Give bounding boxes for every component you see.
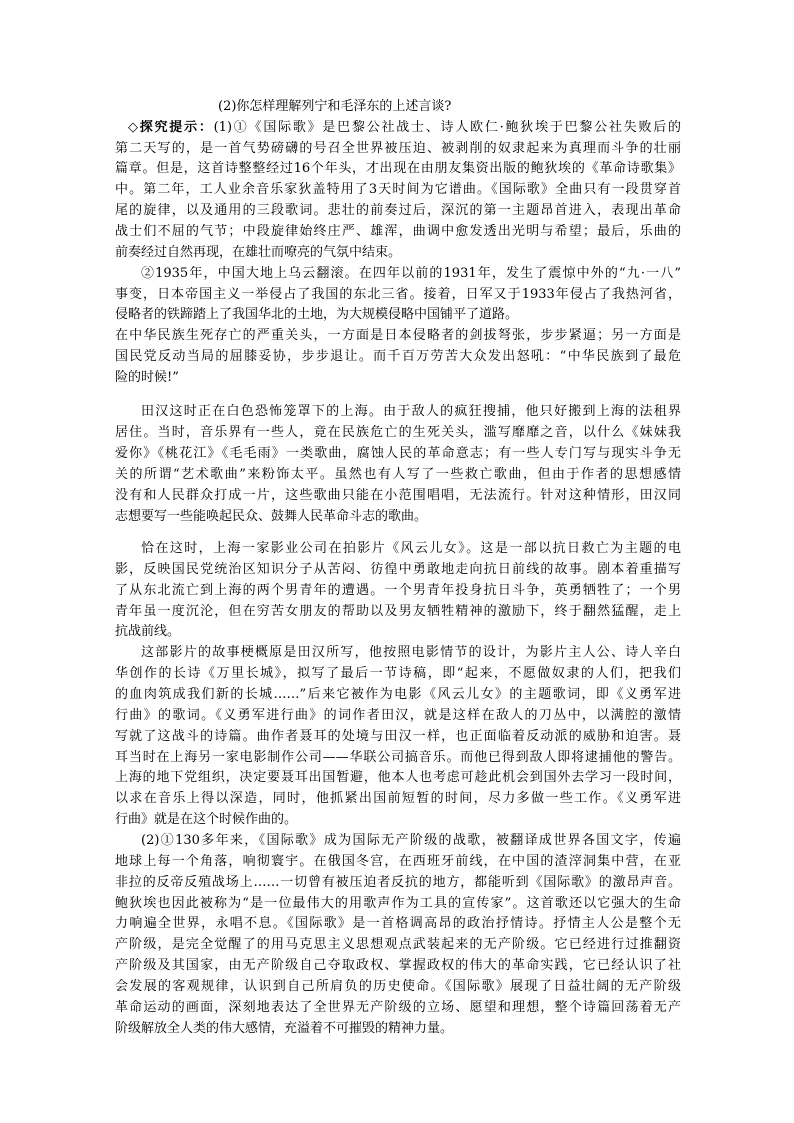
text-line: 前奏经过自然再现，在雄壮而嘹亮的气氛中结束。 — [115, 245, 402, 260]
text-line: 这部影片的故事梗概原是田汉所写，他按照电影情节的设计，为影片主人公、诗人辛白 — [141, 645, 681, 660]
text-line: 行曲》的歌词。《义勇军进行曲》的词作者田汉，就是这样在敌人的刀丛中，以满腔的激情 — [115, 708, 681, 723]
text-line: 革命运动的画面，深刻地表达了全世界无产阶级的立场、愿望和理想，整个诗篇回荡着无产 — [115, 1000, 681, 1015]
text-line: 了从东北流亡到上海的两个男青年的遭遇。一个男青年投身抗日斗争，英勇牺牲了；一个男 — [115, 583, 681, 598]
text-line: 居住。当时，音乐界有一些人，竟在民族危亡的生死关头，滥写靡靡之音，以什么《妹妹我 — [115, 425, 681, 440]
text-line: (2)①130多年来，《国际歌》成为国际无产阶级的战歌，被翻译成世界各国文字，传遍 — [141, 833, 681, 848]
text-line: 会发展的客观规律，认识到自己所肩负的历史使命。《国际歌》展现了日益壮阔的无产阶级 — [115, 979, 681, 994]
text-line: 写就了这战斗的诗篇。曲作者聂耳的处境与田汉一样，也正面临着反动派的威胁和迫害。聂 — [115, 729, 681, 744]
text-line: 产阶级，是完全觉醒了的用马克思主义思想观点武装起来的无产阶级。它已经进行过推翻资 — [115, 937, 681, 952]
text-line: 华创作的长诗《万里长城》，拟写了最后一节诗稿，即“起来，不愿做奴隶的人们，把我们 — [115, 666, 681, 681]
text-line: 非拉的反帝反殖战场上……一切曾有被压迫者反抗的地方，都能听到《国际歌》的激昂声音。 — [115, 875, 681, 890]
text-line: 中。第二年，工人业余音乐家狄盖特用了3天时间为它谱曲。《国际歌》全曲只有一段贯穿首 — [115, 182, 681, 197]
text-line: 战士们不屈的气节；中段旋律始终庄严、雄浑，曲调中愈发透出光明与希望；最后，乐曲的 — [115, 224, 681, 239]
text-line: (1)①《国际歌》是巴黎公社战士、诗人欧仁·鲍狄埃于巴黎公社失败后的 — [213, 120, 681, 135]
text-line: 行曲》就是在这个时候作曲的。 — [115, 812, 298, 827]
text-line: 恰在这时，上海一家影业公司在拍影片《风云儿女》。这是一部以抗日救亡为主题的电 — [141, 541, 681, 556]
text-line: 耳当时在上海另一家电影制作公司——华联公司搞音乐。而他已得到敌人即将逮捕他的警告。 — [115, 750, 681, 765]
text-line: 产阶级及其国家，由无产阶级自己夺取政权、掌握政权的伟大的革命实践，它已经认识了社 — [115, 958, 681, 973]
text-line: ②1935年，中国大地上乌云翻滚。在四年以前的1931年，发生了震惊中外的“九·一八” — [141, 266, 681, 281]
text-line: 尾的旋律，以及通用的三段歌词。悲壮的前奏过后，深沉的第一主题昂首进入，表现出革命 — [115, 203, 681, 218]
text-line: 鲍狄埃也因此被称为“是一位最伟大的用歌声作为工具的宣传家”。这首歌还以它强大的生命 — [115, 896, 681, 911]
text-line: 在中华民族生死存亡的严重关头，一方面是日本侵略者的剑拔弩张，步步紧逼；另一方面是 — [115, 328, 681, 343]
text-line: 地球上每一个角落，响彻寰宇。在俄国冬宫，在西班牙前线，在中国的渣滓洞集中营，在亚 — [115, 854, 681, 869]
hint-line — [128, 120, 681, 136]
text-line: 志想要写一些能唤起民众、鼓舞人民革命斗志的歌曲。 — [115, 509, 428, 524]
text-line: 险的时候!” — [115, 370, 179, 385]
text-line: 以求在音乐上得以深造，同时，他抓紧出国前短暂的时间，尽力多做一些工作。《义勇军进 — [115, 791, 681, 806]
text-line: 国民党反动当局的屈膝妥协，步步退让。而千百万劳苦大众发出怒吼：“中华民族到了最危 — [115, 349, 681, 364]
text-line: 篇章。但是，这首诗整整经过16个年头，才出现在由朋友集资出版的鲍狄埃的《革命诗歌集》 — [115, 161, 681, 176]
text-line: 事变，日本帝国主义一举侵占了我国的东北三省。接着，日军又于1933年侵占了我热河省， — [115, 287, 681, 302]
hint-label: ◇探究提示： — [128, 120, 214, 135]
text-line: 阶级解放全人类的伟大感情，充溢着不可摧毁的精神力量。 — [115, 1021, 454, 1036]
text-line: 第二天写的，是一首气势磅礴的号召全世界被压迫、被剥削的奴隶起来为真理而斗争的壮丽 — [115, 141, 681, 156]
text-line: 抗战前线。 — [115, 624, 181, 639]
text-line: 田汉这时正在白色恐怖笼罩下的上海。由于敌人的疯狂搜捕，他只好搬到上海的法租界 — [141, 404, 681, 419]
text-line: 爱你》《桃花江》《毛毛雨》一类歌曲，腐蚀人民的革命意志；有一些人专门写与现实斗争无 — [115, 446, 681, 461]
text-line: 青年虽一度沉沦，但在穷苦女朋友的帮助以及男友牺牲精神的激励下，终于翻然猛醒，走上 — [115, 604, 681, 619]
text-line: 的血肉筑成我们新的长城……”后来它被作为电影《风云儿女》的主题歌词，即《义勇军进 — [115, 687, 681, 702]
text-line: 没有和人民群众打成一片，这些歌曲只能在小范围唱唱，无法流行。针对这种情形，田汉同 — [115, 488, 681, 503]
text-line: 侵略者的铁蹄踏上了我国华北的土地，为大规模侵略中国铺平了道路。 — [115, 307, 519, 322]
text-line: 上海的地下党组织，决定要聂耳出国暂避，他本人也考虑可趁此机会到国外去学习一段时间， — [115, 770, 681, 785]
question-line: (2)你怎样理解列宁和毛泽东的上述言谈? — [218, 99, 452, 114]
text-line: 影，反映国民党统治区知识分子从苦闷、彷徨中勇敢地走向抗日前线的故事。剧本着重描写 — [115, 562, 681, 577]
text-line: 力响遍全世界，永唱不息。《国际歌》是一首格调高昂的政治抒情诗。抒情主人公是整个无 — [115, 916, 681, 931]
text-line: 关的所谓“艺术歌曲”来粉饰太平。虽然也有人写了一些救亡歌曲，但由于作者的思想感情 — [115, 467, 681, 482]
